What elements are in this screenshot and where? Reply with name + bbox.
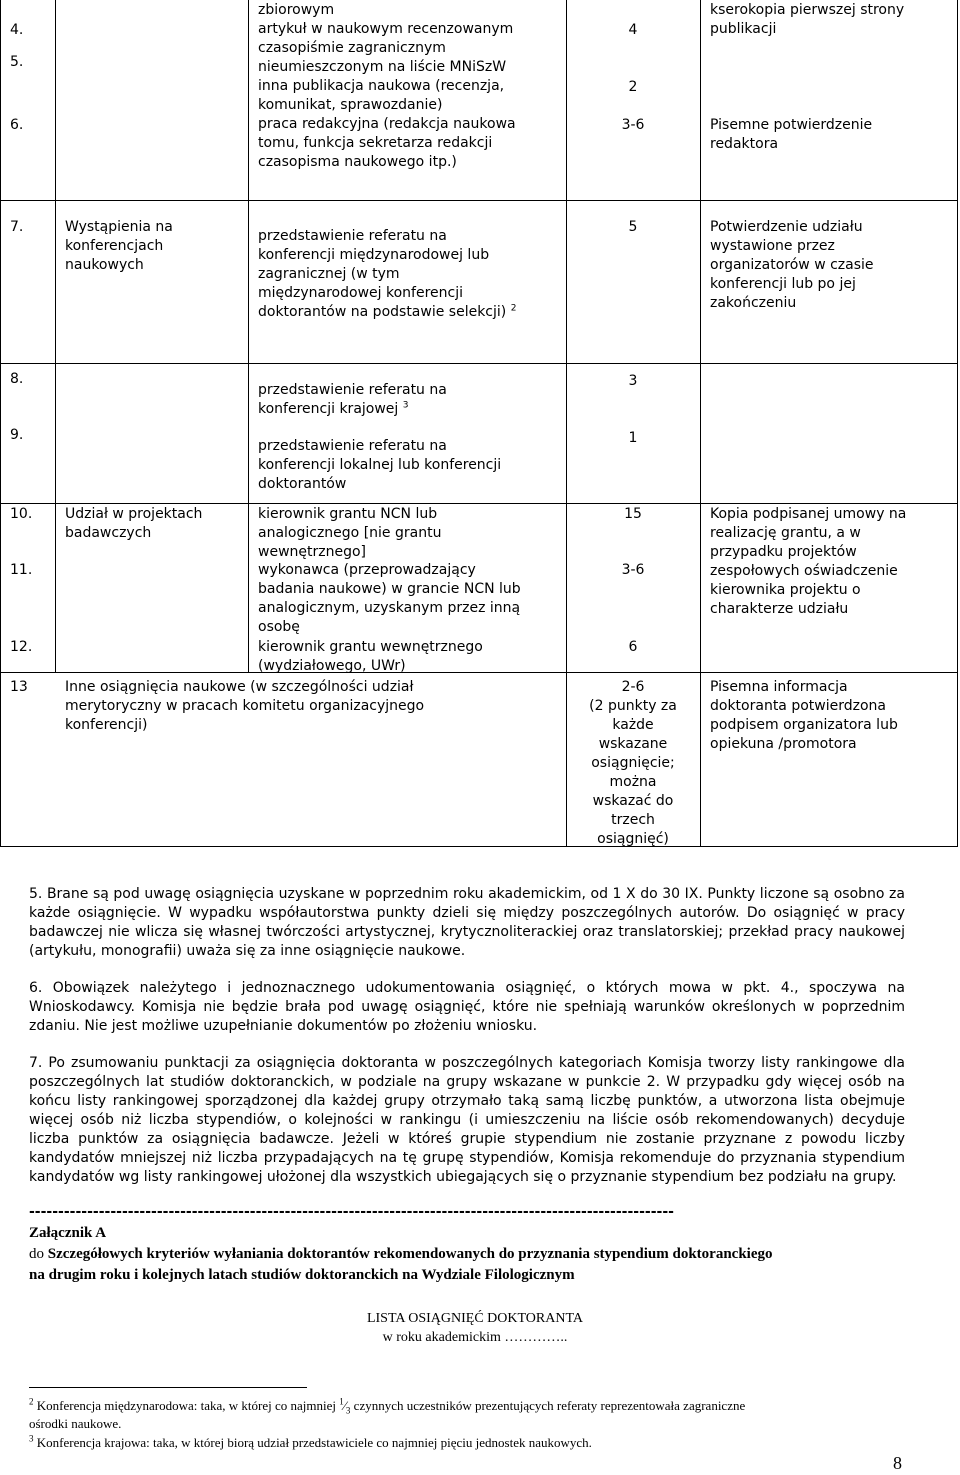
points-value: 15	[624, 506, 642, 522]
footnote-2-cont: ośrodki naukowe.	[29, 1416, 122, 1431]
cell-line: konferencji)	[65, 717, 148, 733]
col-line-category	[248, 0, 249, 672]
cell-line: komunikat, sprawozdanie)	[258, 97, 443, 113]
paragraph-text: 7. Po zsumowaniu punktacji za osiągnięcia doktoranta w poszczególnych kategoriach Komisja tworzy listy rankingowe dla poszczególnych lat studiów doktoranckich, w podziale na grupy wskazane w punkcie 2. W przypadku gdy więcej osób na końcu listy rankingowej sporządzonej dla każdej grupy otrzymało taką samą liczbę punktów, a utworzona lista obejmuje więcej osób niż liczba stypendiów, o kolejności w rankingu (i umieszczeniu na liście osób rekomendowanych) decyduje liczba punktów za osiągnięcia badawcze. Jeżeli w któreś grupie stypendium nie zostanie przyznane z powodu liczby kandydatów mniejszej niż liczba przypadających na tę grupę stypendiów, Komisja rekomenduje do przyznania stypendium kandydatów wg listy rankingowej ułożonej dla wszystkich ubiegających się o przyznanie stypendium bez podziału na grupy.	[29, 1055, 905, 1185]
activity-cell	[258, 1, 516, 172]
row-line-7	[0, 200, 958, 201]
paragraph-7	[29, 1054, 905, 1187]
cell-line: doktoranta potwierdzona	[710, 698, 886, 714]
activity-cell	[258, 227, 516, 322]
row-number: 9.	[10, 427, 24, 443]
documentation-cell	[710, 505, 906, 619]
cell-line: tomu, funkcja sekretarza redakcji	[258, 135, 493, 151]
cell-line: analogicznego [nie grantu	[258, 525, 442, 541]
col-line-num	[55, 0, 56, 672]
cell-line: Wystąpienia na	[65, 219, 173, 235]
cell-line: badawczych	[65, 525, 152, 541]
table-border-right	[957, 0, 958, 846]
cell-line: badania naukowe) w grancie NCN lub	[258, 581, 521, 597]
documentation-cell	[710, 116, 872, 154]
row-number: 6.	[10, 117, 24, 133]
footnote-text: Konferencja międzynarodowa: taka, w której co najmniej	[33, 1398, 340, 1413]
cell-line: opiekuna /promotora	[710, 736, 857, 752]
paragraph-text: 5. Brane są pod uwagę osiągnięcia uzyskane w poprzednim roku akademickim, od 1 X do 30 IX. Punkty liczone są osobno za każde osiągnięcie. W wypadku współautorstwa punkty dzieli się między poszczególnych autorów. Do osiągnięć w pracy badawczej nie wlicza się własnej twórczości artystycznej, krytycznoliterackiej oraz translatorskiej; przekład pracy naukowej (artykułu, monografii) uważa się za inne osiągnięcie naukowe.	[29, 886, 905, 959]
cell-text: doktorantów na podstawie selekcji)	[258, 304, 507, 320]
cell-line: wystawione przez	[710, 238, 835, 254]
page-number: 8	[893, 1453, 902, 1473]
cell-line	[258, 303, 516, 322]
footnote-2: $^2$ Konferencja międzynarodowa: taka, w której co najmniej $^1⁄_3$ czynnych uczestników prezentujących referaty reprezentowała zagraniczne	[29, 1396, 746, 1416]
cell-line	[258, 400, 447, 419]
footnote-ref: 2	[510, 303, 517, 314]
list-title: LISTA OSIĄGNIĘĆ DOKTORANTA	[366, 1311, 584, 1326]
category-cell	[65, 678, 424, 735]
cell-line: inna publikacja naukowa (recenzja,	[258, 78, 505, 94]
cell-line: artykuł w naukowym recenzowanym	[258, 21, 514, 37]
footnote-text: Konferencja krajowa: taka, w której biorą udział przedstawiciele co najmniej pięciu jednostek naukowych.	[33, 1435, 592, 1450]
row-number: 5.	[10, 54, 24, 70]
cell-line: praca redakcyjna (redakcja naukowa	[258, 116, 516, 132]
annex-line-2: na drugim roku i kolejnych latach studiów doktoranckich na Wydziale Filologicznym	[29, 1267, 575, 1283]
cell-line: analogicznym, uzyskanym przez inną	[258, 600, 521, 616]
row-number: 10.	[10, 506, 33, 522]
activity-cell	[258, 561, 521, 637]
cell-line: przedstawienie referatu na	[258, 382, 447, 398]
cell-line: Pisemne potwierdzenie	[710, 117, 873, 133]
cell-line: (2 punkty za	[589, 698, 677, 714]
cell-line: przypadku projektów	[710, 544, 857, 560]
cell-line: podpisem organizatora lub	[710, 717, 898, 733]
row-line-10	[0, 503, 958, 504]
table-border-bottom	[0, 846, 958, 847]
cell-line: wskazać do	[592, 793, 674, 809]
footnote-separator	[29, 1387, 307, 1388]
cell-line: każde	[612, 717, 654, 733]
cell-line: (wydziałowego, UWr)	[258, 658, 406, 674]
cell-line: kserokopia pierwszej strony	[710, 2, 905, 18]
cell-line: międzynarodowej konferencji	[258, 285, 463, 301]
row-line-8	[0, 363, 958, 364]
cell-line: zagranicznej (w tym	[258, 266, 400, 282]
cell-line: czasopiśmie zagranicznym	[258, 40, 446, 56]
cell-line: publikacji	[710, 21, 777, 37]
cell-line: nieumieszczonym na liście MNiSzW	[258, 59, 507, 75]
footnote-3	[29, 1433, 592, 1452]
cell-line: trzech	[611, 812, 655, 828]
cell-line: naukowych	[65, 257, 144, 273]
cell-line: organizatorów w czasie	[710, 257, 874, 273]
row-number: 8.	[10, 371, 24, 387]
cell-line: realizację grantu, a w	[710, 525, 861, 541]
category-cell	[65, 218, 173, 275]
list-subtitle: w roku akademickim …………..	[382, 1330, 568, 1345]
points-value: 1	[628, 430, 638, 446]
cell-line: 2-6	[621, 679, 645, 695]
row-number: 4.	[10, 22, 24, 38]
row-number: 13	[10, 679, 28, 695]
paragraph-text: 6. Obowiązek należytego i jednoznacznego udokumentowania osiągnięć, o których mowa w pkt. 4., spoczywa na Wnioskodawcy. Komisja nie będzie brała pod uwagę osiągnięć, które nie spełniają warunków określonych w poprzednim zdaniu. Nie jest możliwe uzupełnianie dokumentów po złożeniu wniosku.	[29, 980, 905, 1034]
fraction-denominator: 3	[345, 1405, 351, 1416]
documentation-cell	[710, 218, 874, 313]
cell-line: można	[609, 774, 657, 790]
cell-line: osiągnięcie;	[591, 755, 675, 771]
cell-text: konferencji krajowej	[258, 401, 399, 417]
documentation-cell	[710, 1, 904, 39]
cell-line: Potwierdzenie udziału	[710, 219, 863, 235]
cell-line: wskazane	[598, 736, 668, 752]
cell-line: konferencji lub po jej	[710, 276, 856, 292]
row-number: 11.	[10, 562, 33, 578]
points-value: 4	[628, 22, 638, 38]
paragraph-5	[29, 885, 905, 961]
fraction-numerator: 1	[339, 1396, 344, 1407]
cell-line: zbiorowym	[258, 2, 335, 18]
cell-line: Inne osiągnięcia naukowe (w szczególności udział	[65, 679, 414, 695]
cell-line: osiągnięć)	[597, 831, 669, 847]
cell-line: Pisemna informacja	[710, 679, 848, 695]
activity-cell	[258, 505, 441, 562]
cell-line: przedstawienie referatu na	[258, 438, 447, 454]
footnote-ref: 3	[402, 400, 409, 411]
cell-line: kierownika projektu o	[710, 582, 861, 598]
documentation-cell	[710, 678, 898, 754]
annex-line-1	[29, 1245, 773, 1264]
cell-line: merytoryczny w pracach komitetu organizacyjnego	[65, 698, 425, 714]
annex-prefix: do	[29, 1246, 48, 1262]
cell-line: kierownik grantu wewnętrznego	[258, 639, 483, 655]
table-border-left	[0, 0, 1, 846]
cell-line: wykonawca (przeprowadzający	[258, 562, 476, 578]
cell-line: przedstawienie referatu na	[258, 228, 447, 244]
points-value: 5	[628, 219, 638, 235]
activity-cell	[258, 381, 447, 419]
cell-line: zespołowych oświadczenie	[710, 563, 898, 579]
cell-line: osobę	[258, 619, 300, 635]
paragraph-6	[29, 979, 905, 1036]
cell-line: kierownik grantu NCN lub	[258, 506, 438, 522]
footnote-mark: 3	[29, 1433, 34, 1444]
cell-line: czasopisma naukowego itp.)	[258, 154, 457, 170]
annex-title: Załącznik A	[29, 1225, 107, 1241]
cell-line: doktorantów	[258, 476, 347, 492]
cell-line: Udział w projektach	[65, 506, 203, 522]
col-line-points	[700, 0, 701, 846]
cell-line: wewnętrznego]	[258, 544, 366, 560]
points-value: 3-6	[621, 562, 645, 578]
cell-line: redaktora	[710, 136, 779, 152]
separator-dashes: ---------------------------------------------------------------------------------------------------------------	[29, 1204, 674, 1220]
footnote-mark: 2	[29, 1396, 34, 1407]
points-cell	[566, 678, 700, 849]
cell-line: charakterze udziału	[710, 601, 849, 617]
annex-criteria-title: Szczegółowych kryteriów wyłaniania doktorantów rekomendowanych do przyznania stypendium doktoranckiego	[47, 1246, 773, 1262]
activity-cell	[258, 437, 501, 494]
category-cell	[65, 505, 202, 543]
cell-line: konferencji międzynarodowej lub	[258, 247, 490, 263]
row-number: 12.	[10, 639, 33, 655]
points-value: 6	[628, 639, 638, 655]
cell-line: zakończeniu	[710, 295, 797, 311]
cell-line: Kopia podpisanej umowy na	[710, 506, 907, 522]
footnote-text: czynnych uczestników prezentujących referaty reprezentowała zagraniczne	[350, 1398, 746, 1413]
activity-cell	[258, 638, 483, 676]
row-number: 7.	[10, 219, 24, 235]
points-value: 3-6	[621, 117, 645, 133]
cell-line: konferencji lokalnej lub konferencji	[258, 457, 502, 473]
points-value: 3	[628, 373, 638, 389]
cell-line: konferencjach	[65, 238, 164, 254]
points-value: 2	[628, 79, 638, 95]
